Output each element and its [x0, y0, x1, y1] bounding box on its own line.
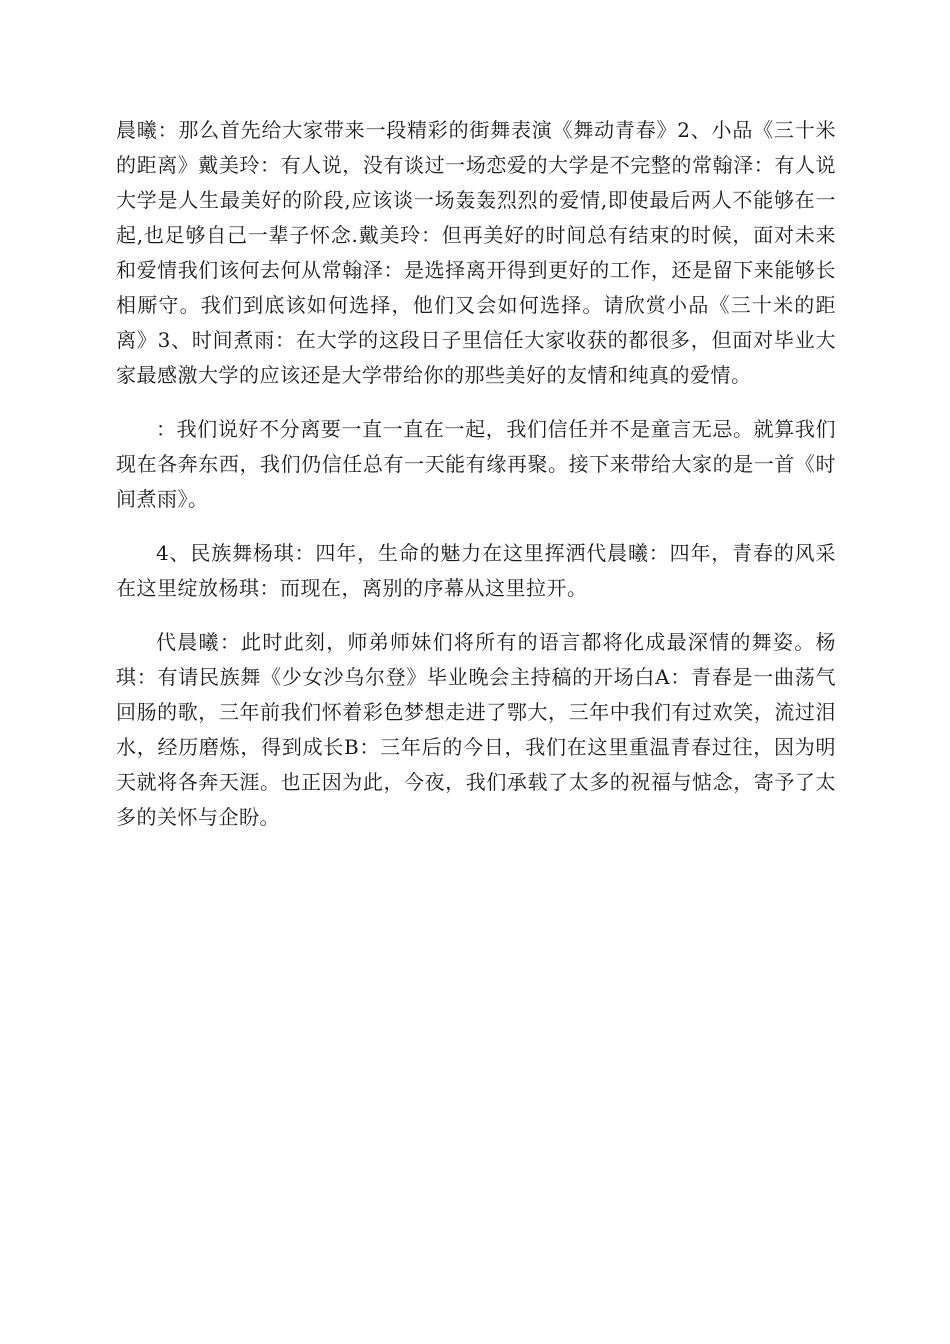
paragraph-1: 晨曦：那么首先给大家带来一段精彩的街舞表演《舞动青春》2、小品《三十米的距离》戴美玲：有人说，没有谈过一场恋爱的大学是不完整的常翰泽：有人说大学是人生最美好的阶段,应该谈一场轰轰烈烈的爱情,即使最后两人不能够在一起,也足够自己一辈子怀念.戴美玲：但再美好的时间总有结束的时候，面对未来和爱情我们该何去何从常翰泽：是选择离开得到更好的工作，还是留下来能够长相厮守。我们到底该如何选择，他们又会如何选择。请欣赏小品《三十米的距离》3、时间煮雨：在大学的这段日子里信任大家收获的都很多，但面对毕业大家最感激大学的应该还是大学带给你的那些美好的友情和纯真的爱情。: [116, 118, 836, 387]
paragraph-4: 代晨曦：此时此刻，师弟师妹们将所有的语言都将化成最深情的舞姿。杨琪：有请民族舞《少女沙乌尔登》毕业晚会主持稿的开场白A：青春是一曲荡气回肠的歌，三年前我们怀着彩色梦想走进了鄂大，三年中我们有过欢笑，流过泪水，经历磨炼，得到成长B：三年后的今日，我们在这里重温青春过往，因为明天就将各奔天涯。也正因为此，今夜，我们承载了太多的祝福与惦念，寄予了太多的关怀与企盼。: [116, 630, 836, 829]
paragraph-2: ：我们说好不分离要一直一直在一起，我们信任并不是童言无忌。就算我们现在各奔东西，我们仍信任总有一天能有缘再聚。接下来带给大家的是一首《时间煮雨》。: [116, 417, 836, 511]
document-body: [116, 113, 836, 854]
paragraph-3: 4、民族舞杨琪：四年，生命的魅力在这里挥洒代晨曦：四年，青春的风采在这里绽放杨琪：而现在，离别的序幕从这里拉开。: [116, 541, 836, 600]
